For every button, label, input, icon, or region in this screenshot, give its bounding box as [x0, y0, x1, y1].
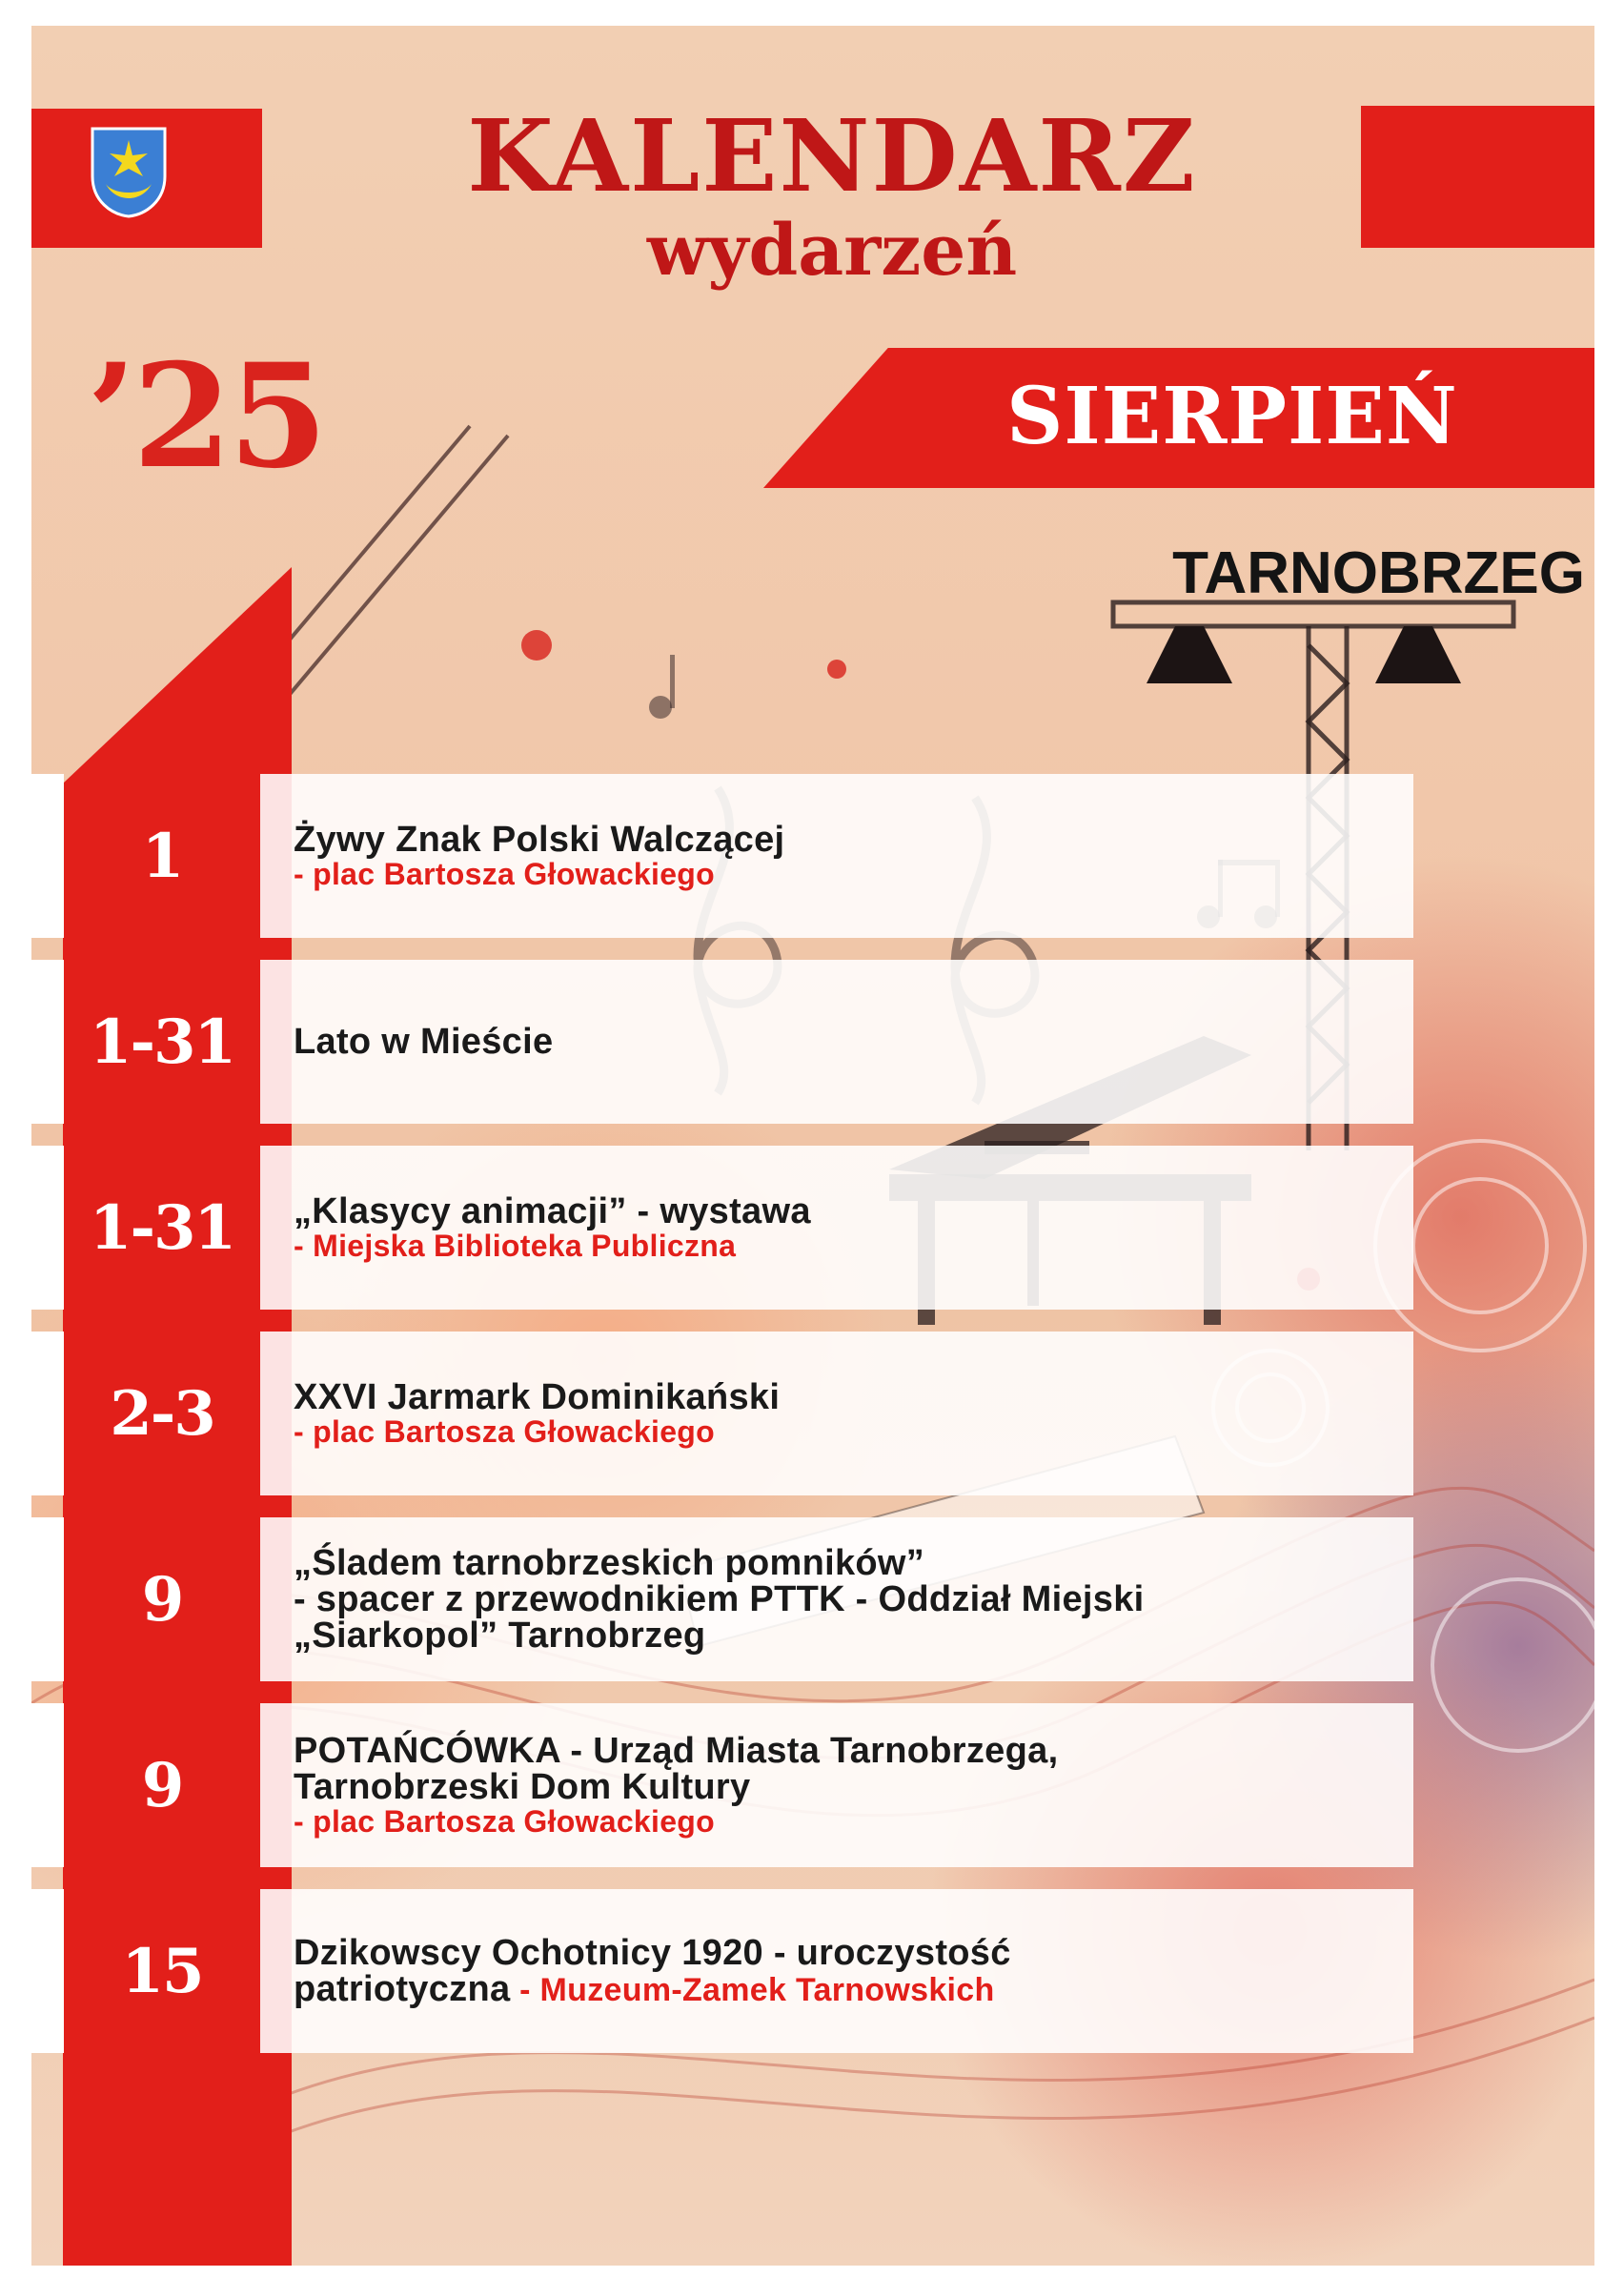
city-label: TARNOBRZEG: [1172, 540, 1585, 606]
event-place: - plac Bartosza Głowackiego: [294, 1414, 716, 1449]
event-row: [31, 1889, 1413, 2053]
event-title-line: Dzikowscy Ochotnicy 1920 - uroczystość: [294, 1932, 1011, 1973]
event-title-line: „Śladem tarnobrzeskich pomników”: [294, 1543, 925, 1583]
event-row: [31, 960, 1413, 1124]
event-day: 15: [121, 1935, 203, 2007]
tarnobrzeg-coat-of-arms-icon: [91, 127, 167, 218]
poster-subtitle: wydarzeń: [646, 210, 1018, 292]
event-place: - Muzeum-Zamek Tarnowskich: [510, 1971, 995, 2008]
header-right-bar: [1361, 106, 1594, 248]
event-title: XXVI Jarmark Dominikański: [294, 1377, 781, 1417]
poster: [31, 26, 1594, 2266]
event-title-line: POTAŃCÓWKA - Urząd Miasta Tarnobrzega,: [294, 1731, 1059, 1771]
event-day: 9: [141, 1563, 183, 1636]
month-label: SIERPIEŃ: [1006, 371, 1458, 462]
event-place: - plac Bartosza Głowackiego: [294, 1804, 716, 1839]
event-row: [31, 1703, 1413, 1867]
event-row: [31, 1332, 1413, 1495]
event-row: [31, 774, 1413, 938]
event-day: 1-31: [89, 1191, 235, 1264]
event-day: 9: [141, 1749, 183, 1821]
event-title-line: - spacer z przewodnikiem PTTK - Oddział Miejski: [294, 1579, 1145, 1619]
event-row: [31, 1517, 1413, 1681]
event-title-line: patriotyczna: [294, 1968, 511, 2009]
event-title: Żywy Znak Polski Walczącej: [294, 820, 785, 860]
event-place: - plac Bartosza Głowackiego: [294, 857, 716, 891]
event-place: - Miejska Biblioteka Publiczna: [294, 1229, 737, 1263]
event-title-line: „Siarkopol” Tarnobrzeg: [294, 1616, 706, 1656]
event-title: Lato w Mieście: [294, 1022, 554, 1062]
event-row: [31, 1146, 1413, 1310]
event-day: 1: [141, 820, 183, 892]
event-title: „Klasycy animacji” - wystawa: [294, 1191, 811, 1231]
poster-title: KALENDARZ: [467, 97, 1197, 214]
event-day: 2-3: [110, 1377, 214, 1450]
event-title-line: Tarnobrzeski Dom Kultury: [294, 1767, 751, 1807]
year-label: ’25: [87, 333, 324, 500]
event-day: 1-31: [89, 1006, 235, 1078]
